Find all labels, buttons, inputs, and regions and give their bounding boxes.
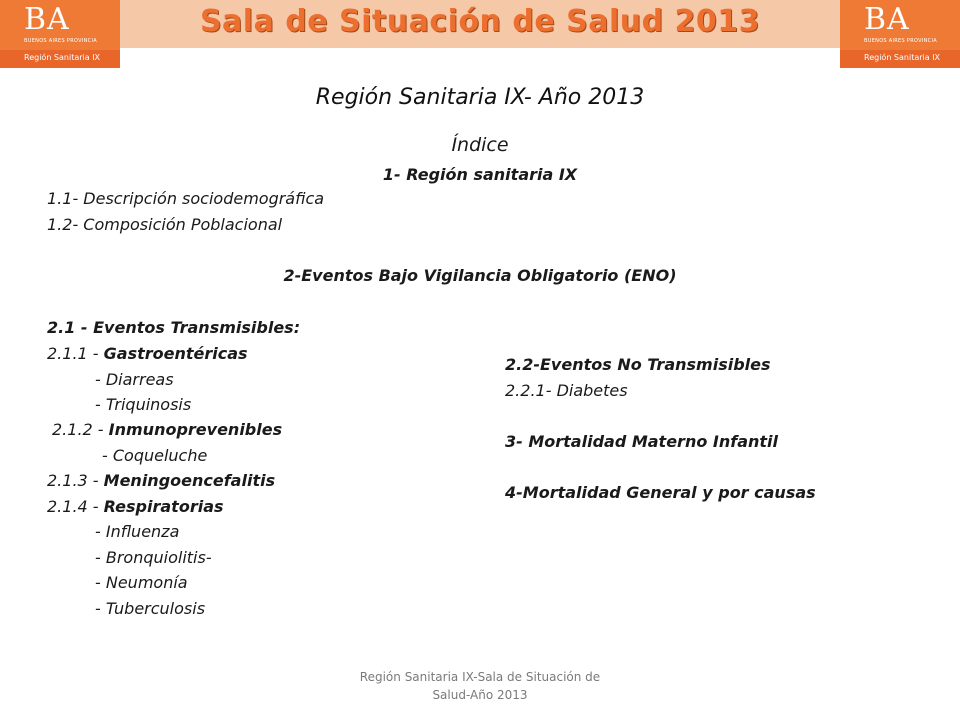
section-2-1: 2.1 - Eventos Transmisibles: (47, 318, 301, 337)
item-2-2-1: 2.2.1- Diabetes (505, 381, 628, 400)
item-2-1-2-number: 2.1.2 - (52, 420, 109, 439)
logo-mark: BA (864, 2, 910, 37)
logo-left (0, 0, 120, 68)
logo-mark: BA (24, 2, 70, 37)
index-heading: Índice (451, 134, 509, 156)
logo-region: Región Sanitaria IX (24, 53, 101, 62)
sub-item-influenza: - Influenza (95, 522, 180, 541)
sub-item-bronquiolitis: - Bronquiolitis- (95, 548, 212, 567)
section-2-2: 2.2-Eventos No Transmisibles (505, 355, 771, 374)
item-1-2: 1.2- Composición Poblacional (47, 215, 283, 234)
logo-right (840, 0, 960, 68)
section-1: 1- Región sanitaria IX (382, 165, 578, 184)
sub-item-tuberculosis: - Tuberculosis (95, 599, 206, 618)
footer (340, 668, 620, 704)
logo-region: Región Sanitaria IX (864, 53, 941, 62)
sub-item-triquinosis: - Triquinosis (95, 395, 192, 414)
item-2-1-2 (52, 420, 282, 439)
logo-subtitle: BUENOS AIRES PROVINCIA (24, 38, 97, 44)
item-2-1-4-name: Respiratorias (103, 497, 224, 516)
sub-item-neumonia: - Neumonía (95, 573, 188, 592)
section-2: 2-Eventos Bajo Vigilancia Obligatorio (ENO) (283, 266, 677, 285)
banner-title: Sala de Situación de Salud 2013 (199, 4, 761, 39)
item-2-1-3-name: Meningoencefalitis (103, 471, 276, 490)
sub-item-coqueluche: - Coqueluche (102, 446, 208, 465)
sub-item-diarreas: - Diarreas (95, 370, 174, 389)
item-2-1-1-name: Gastroentéricas (103, 344, 248, 363)
page-title: Región Sanitaria IX- Año 2013 (315, 85, 645, 110)
item-2-1-4-number: 2.1.4 - (47, 497, 104, 516)
item-1-1: 1.1- Descripción sociodemográfica (47, 189, 325, 208)
footer-line-2: Salud-Año 2013 (432, 688, 528, 702)
logo-subtitle: BUENOS AIRES PROVINCIA (864, 38, 937, 44)
section-3: 3- Mortalidad Materno Infantil (505, 432, 779, 451)
section-4: 4-Mortalidad General y por causas (505, 483, 816, 502)
item-2-1-1 (47, 344, 248, 363)
footer-line-1: Región Sanitaria IX-Sala de Situación de (359, 670, 601, 684)
item-2-1-2-name: Inmunoprevenibles (108, 420, 283, 439)
item-2-1-4 (47, 497, 224, 516)
item-2-1-3-number: 2.1.3 - (47, 471, 104, 490)
item-2-1-3 (47, 471, 275, 490)
item-2-1-1-number: 2.1.1 - (47, 344, 104, 363)
